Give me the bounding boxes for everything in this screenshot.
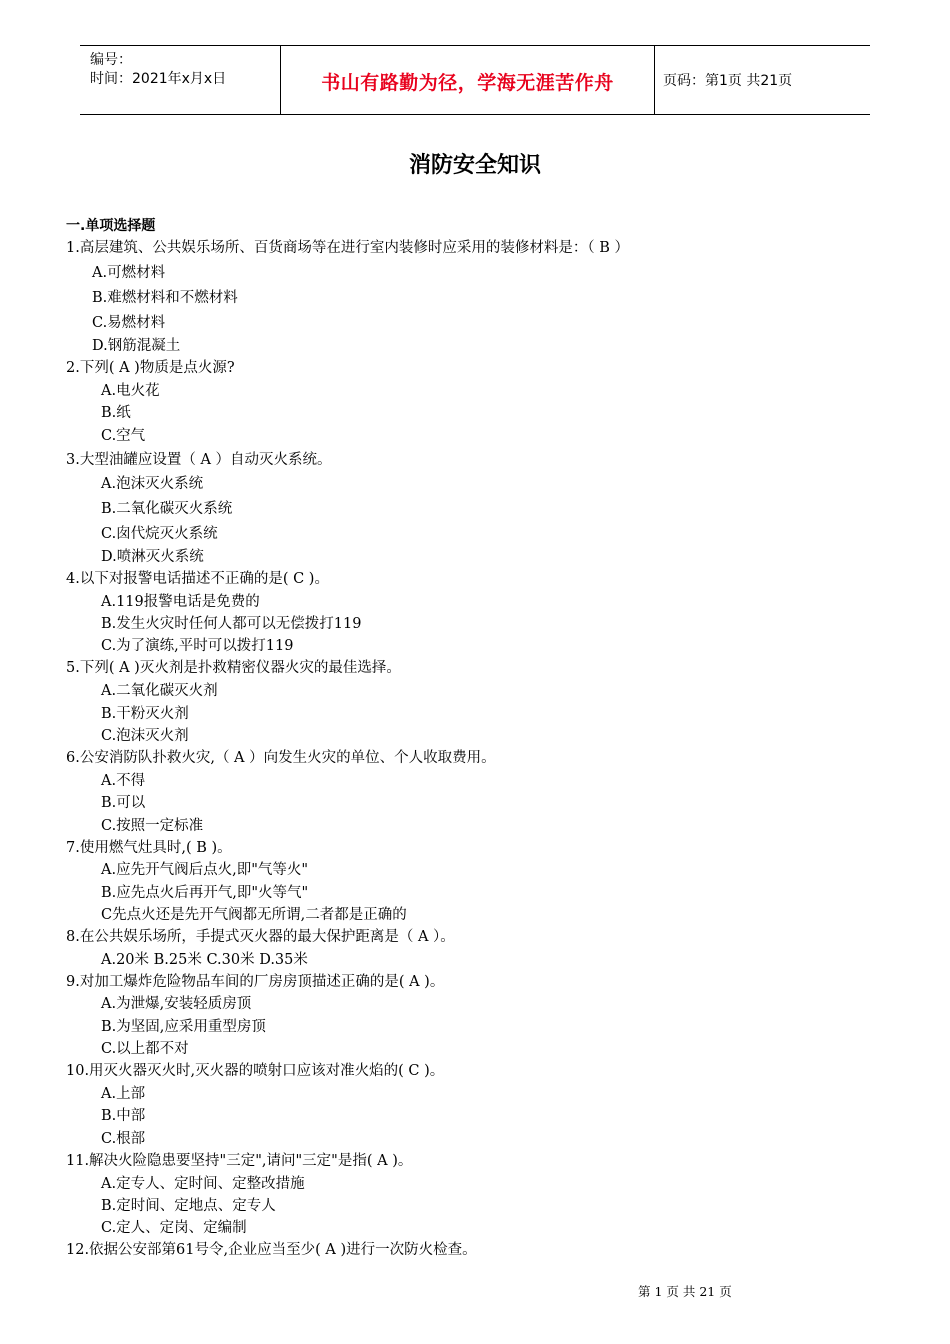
option-line: B.二氧化碳灭火系统: [101, 501, 233, 517]
option-line: B.为坚固,应采用重型房顶: [101, 1019, 266, 1035]
header-info-cell: [80, 46, 281, 114]
question-line: 8.在公共娱乐场所，手提式灭火器的最大保护距离是（ A ）。: [66, 929, 455, 945]
option-line: A.20米 B.25米 C.30米 D.35米: [101, 952, 308, 968]
question-line: 2.下列( A )物质是点火源?: [66, 360, 235, 376]
question-line: 9.对加工爆炸危险物品车间的厂房房顶描述正确的是( A )。: [66, 974, 445, 990]
option-line: B.发生火灾时任何人都可以无偿拨打119: [101, 616, 362, 632]
header-motto-cell: [281, 46, 655, 114]
motto-text: 书山有路勤为径，学海无涯苦作舟: [321, 72, 614, 94]
option-line: A.不得: [101, 773, 146, 789]
question-line: 10.用灭火器灭火时,灭火器的喷射口应该对准火焰的( C )。: [66, 1063, 445, 1079]
option-line: A.119报警电话是免费的: [101, 594, 260, 610]
option-line: C.囱代烷灭火系统: [101, 526, 218, 542]
option-line: A.二氧化碳灭火剂: [101, 683, 218, 699]
option-line: C.空气: [101, 428, 146, 444]
option-line: B.中部: [101, 1108, 146, 1124]
question-line: 1.高层建筑、公共娱乐场所、百货商场等在进行室内装修时应采用的装修材料是：（ B ）: [66, 240, 629, 256]
question-line: 4.以下对报警电话描述不正确的是( C )。: [66, 571, 329, 587]
option-line: A.可燃材料: [92, 265, 166, 281]
question-line: 11.解决火险隐患要坚持"三定",请问"三定"是指( A )。: [66, 1153, 413, 1169]
question-line: 7.使用燃气灶具时,( B )。: [66, 840, 232, 856]
option-line: D.喷淋灭火系统: [101, 549, 204, 565]
question-line: 12.依据公安部第61号令,企业应当至少( A )进行一次防火检查。: [66, 1242, 477, 1258]
header-page-cell: [655, 46, 870, 114]
header-table: [80, 45, 870, 115]
option-line: C.泡沫灭火剂: [101, 728, 189, 744]
option-line: C.易燃材料: [92, 315, 166, 331]
document-title: 消防安全知识: [408, 153, 541, 178]
option-line: C.定人、定岗、定编制: [101, 1220, 247, 1236]
document-number-label: 编号：: [90, 52, 132, 68]
option-line: A.应先开气阀后点火,即"气等火": [101, 862, 309, 878]
option-line: C先点火还是先开气阀都无所谓,二者都是正确的: [101, 907, 407, 923]
option-line: C.以上都不对: [101, 1041, 189, 1057]
option-line: B.干粉灭火剂: [101, 706, 189, 722]
question-line: 3.大型油罐应设置（ A ）自动灭火系统。: [66, 452, 332, 468]
option-line: A.上部: [101, 1086, 146, 1102]
section-heading: 一.单项选择题: [66, 218, 156, 234]
page-number-label: 页码：第1页 共21页: [663, 73, 793, 89]
option-line: B.定时间、定地点、定专人: [101, 1198, 276, 1214]
option-line: A.为泄爆,安装轻质房顶: [101, 996, 252, 1012]
option-line: D.钢筋混凝土: [92, 338, 181, 354]
option-line: B.应先点火后再开气,即"火等气": [101, 885, 309, 901]
option-line: A.定专人、定时间、定整改措施: [101, 1176, 305, 1192]
option-line: B.可以: [101, 795, 146, 811]
option-line: B.纸: [101, 405, 131, 421]
option-line: A.泡沫灭火系统: [101, 476, 204, 492]
question-line: 6.公安消防队扑救火灾,（ A ）向发生火灾的单位、个人收取费用。: [66, 750, 496, 766]
page-footer: 第 1 页 共 21 页: [638, 1284, 732, 1299]
option-line: B.难燃材料和不燃材料: [92, 290, 238, 306]
option-line: C.根部: [101, 1131, 146, 1147]
question-line: 5.下列( A )灭火剂是扑救精密仪器火灾的最佳选择。: [66, 660, 401, 676]
document-time-label: 时间：2021年x月x日: [90, 71, 227, 87]
option-line: C.为了演练,平时可以拨打119: [101, 638, 294, 654]
option-line: C.按照一定标准: [101, 818, 204, 834]
option-line: A.电火花: [101, 383, 160, 399]
